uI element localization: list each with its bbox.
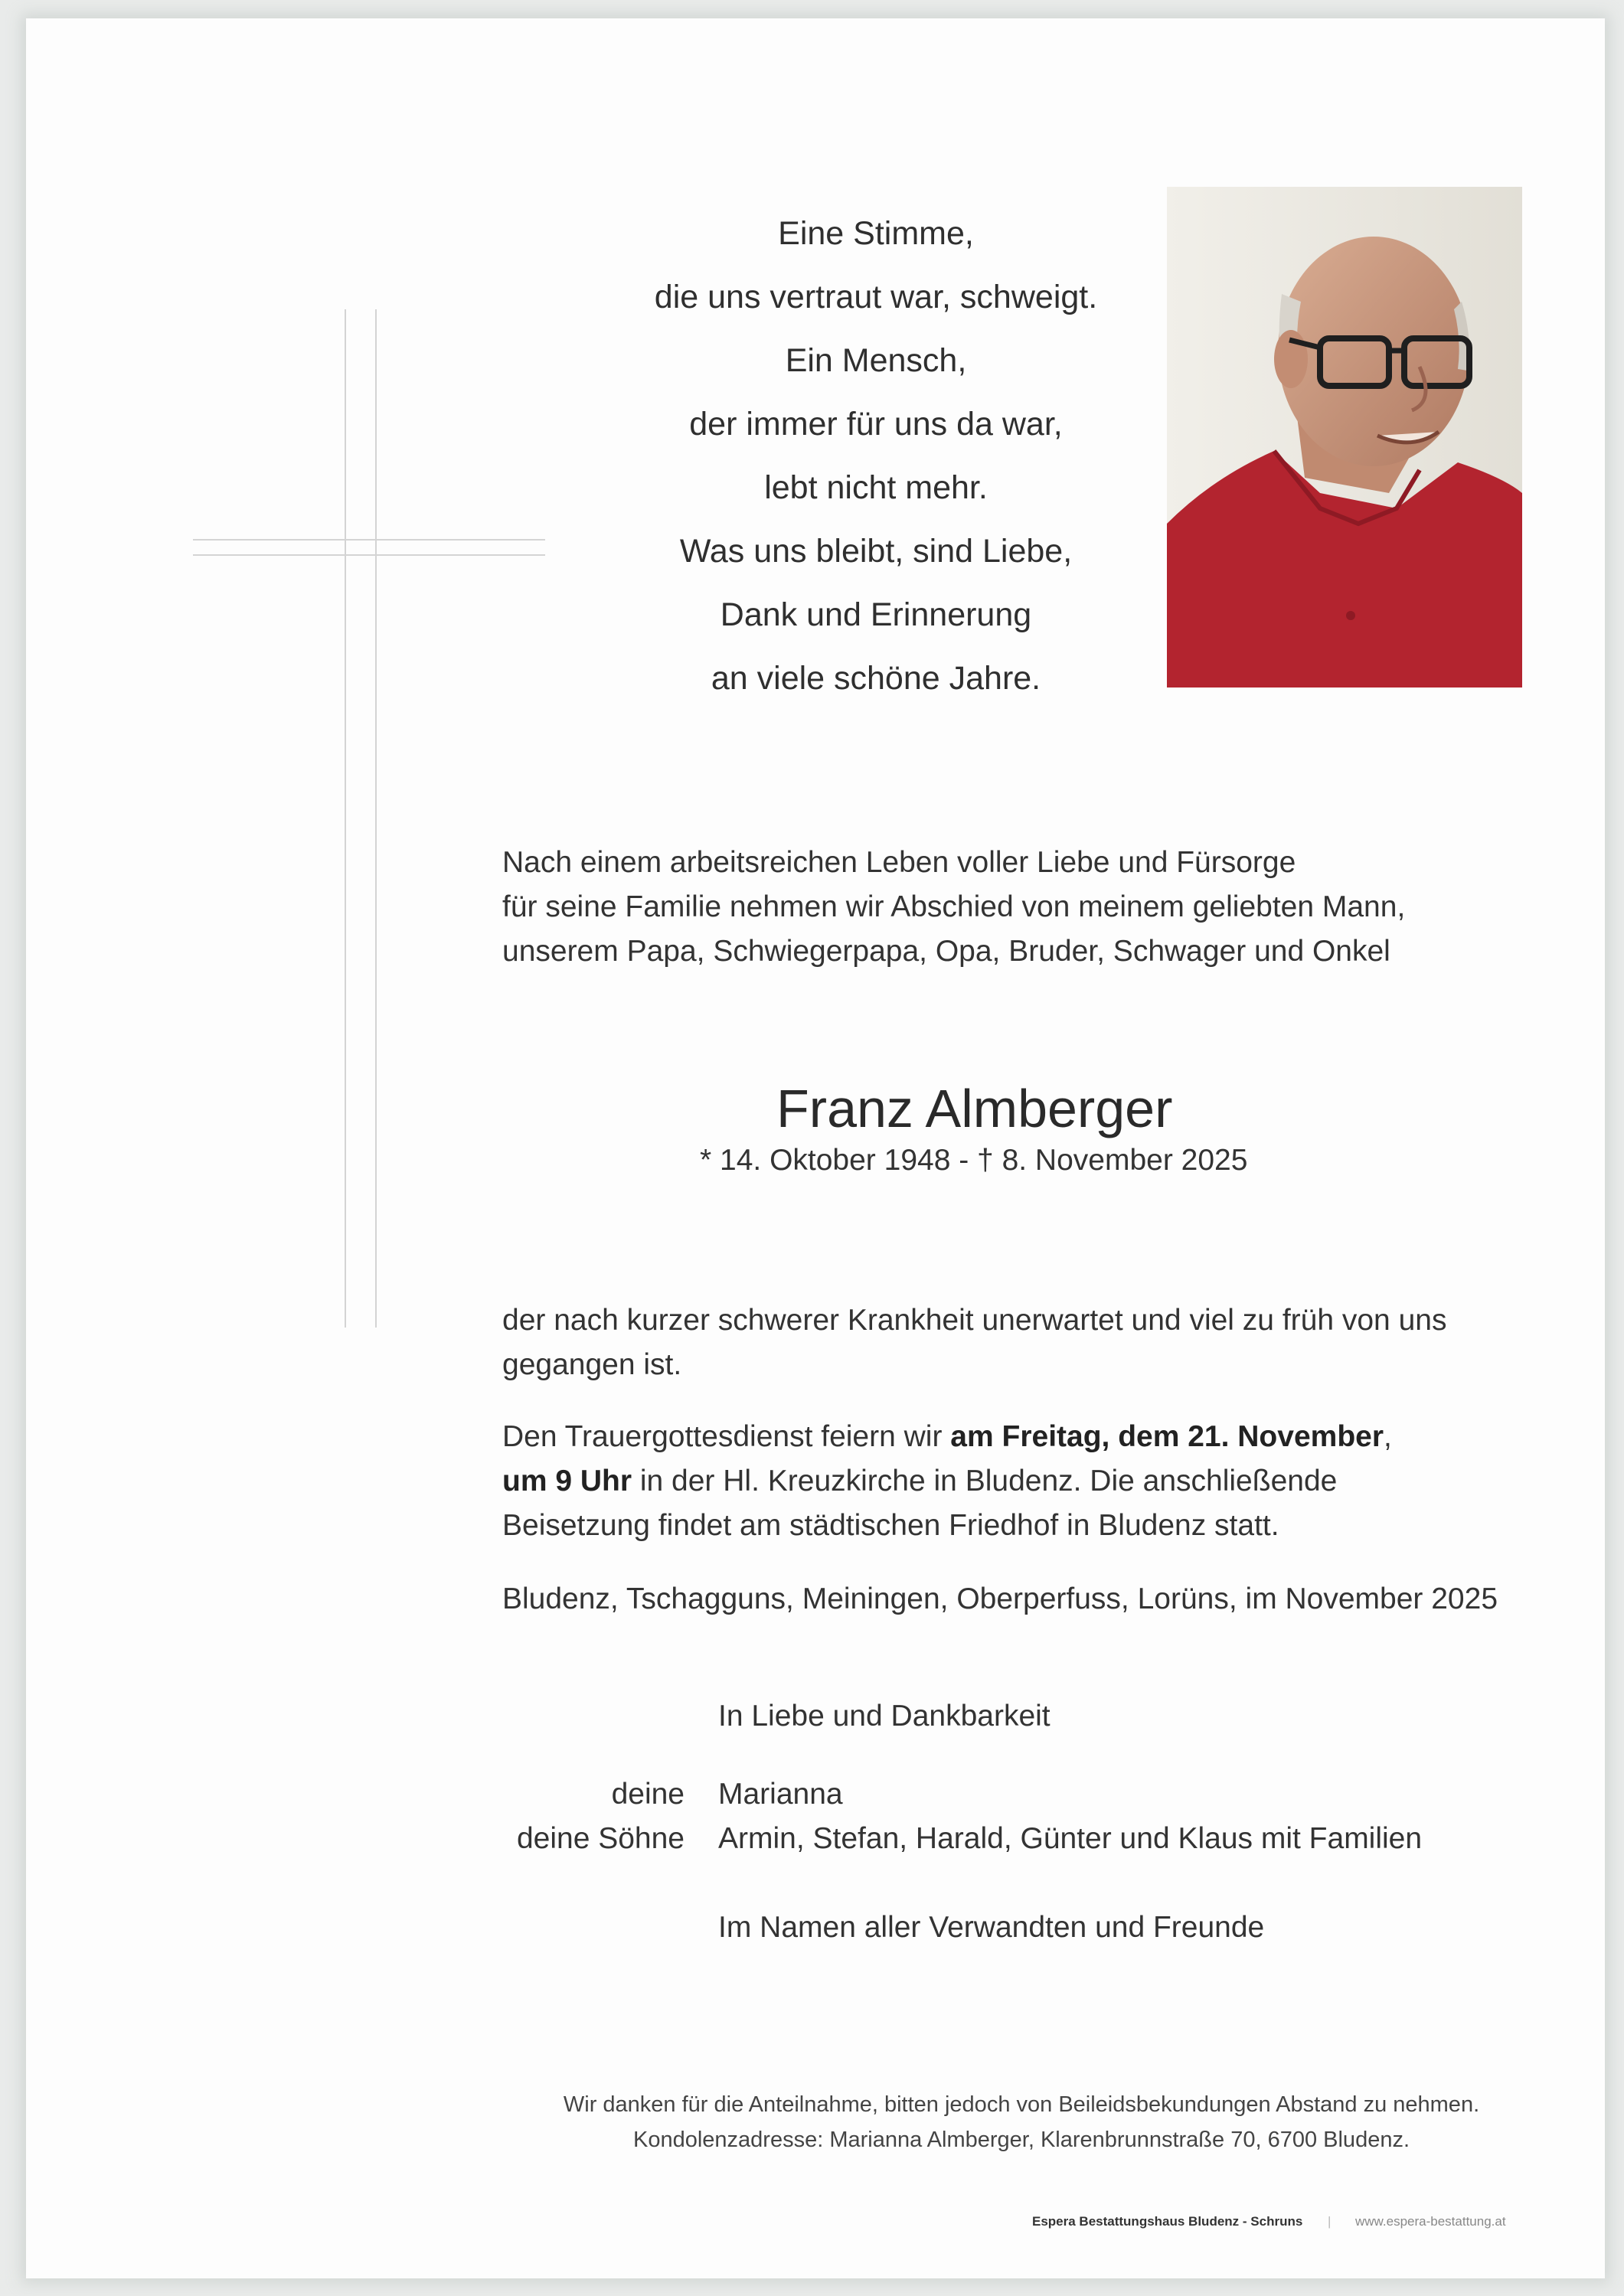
poem-line: Dank und Erinnerung xyxy=(720,596,1032,633)
footer-line: Kondolenzadresse: Marianna Almberger, Klarenbrunnstraße 70, 6700 Bludenz. xyxy=(632,2128,1410,2152)
service-info xyxy=(502,1415,1574,1548)
poem-line: Ein Mensch, xyxy=(785,342,967,379)
cross-vertical-icon xyxy=(345,309,377,1328)
poem-line: Eine Stimme, xyxy=(778,215,974,252)
intro-line: für seine Familie nehmen wir Abschied von meinem geliebten Mann, xyxy=(502,890,1406,923)
poem-line: Was uns bleibt, sind Liebe, xyxy=(679,533,1073,570)
poem-line: an viele schöne Jahre. xyxy=(711,660,1041,697)
deceased-name: Franz Almberger xyxy=(776,1079,1173,1138)
service-line-2: um 9 Uhr in der Hl. Kreuzkirche in Bludenz. Die anschließende xyxy=(502,1465,1338,1497)
imprint-separator: | xyxy=(1328,2214,1332,2229)
mourner-label: deine xyxy=(611,1778,685,1811)
poem-line: der immer für uns da war, xyxy=(689,406,1063,443)
mourner-label: deine Söhne xyxy=(516,1822,685,1855)
intro-line: Nach einem arbeitsreichen Leben voller Liebe und Fürsorge xyxy=(502,846,1296,879)
mourners-closing: Im Namen aller Verwandten und Freunde xyxy=(718,1911,1265,1944)
intro-text xyxy=(502,841,1574,974)
poem-line: lebt nicht mehr. xyxy=(764,469,988,506)
portrait-photo xyxy=(1167,187,1522,687)
mourners-opening: In Liebe und Dankbarkeit xyxy=(718,1700,1051,1733)
mourner-names: Armin, Stefan, Harald, Günter und Klaus mit Familien xyxy=(718,1822,1423,1855)
imprint-url: www.espera-bestattung.at xyxy=(1355,2214,1506,2229)
intro-line: unserem Papa, Schwiegerpapa, Opa, Bruder, Schwager und Onkel xyxy=(502,935,1390,968)
place-date: Bludenz, Tschagguns, Meiningen, Oberperfuss, Lorüns, im November 2025 xyxy=(502,1582,1498,1615)
imprint-company: Espera Bestattungshaus Bludenz - Schruns xyxy=(1032,2214,1303,2229)
service-line-1: Den Trauergottesdienst feiern wir am Freitag, dem 21. November, xyxy=(502,1420,1392,1453)
mourner-names: Marianna xyxy=(718,1778,843,1811)
footer-note xyxy=(485,2087,1557,2157)
footer-line: Wir danken für die Anteilnahme, bitten jedoch von Beileidsbekundungen Abstand zu nehmen. xyxy=(563,2092,1480,2117)
poem-line: die uns vertraut war, schweigt. xyxy=(654,279,1098,315)
service-line-3: Beisetzung findet am städtischen Friedhof in Bludenz statt. xyxy=(502,1509,1279,1542)
passing-line: der nach kurzer schwerer Krankheit unerwartet und viel zu früh von uns xyxy=(502,1304,1447,1337)
obituary-sheet xyxy=(26,18,1605,2278)
passing-text xyxy=(502,1298,1574,1387)
life-dates: * 14. Oktober 1948 - † 8. November 2025 xyxy=(700,1144,1248,1177)
memorial-poem xyxy=(562,202,1190,710)
passing-line: gegangen ist. xyxy=(502,1348,682,1381)
